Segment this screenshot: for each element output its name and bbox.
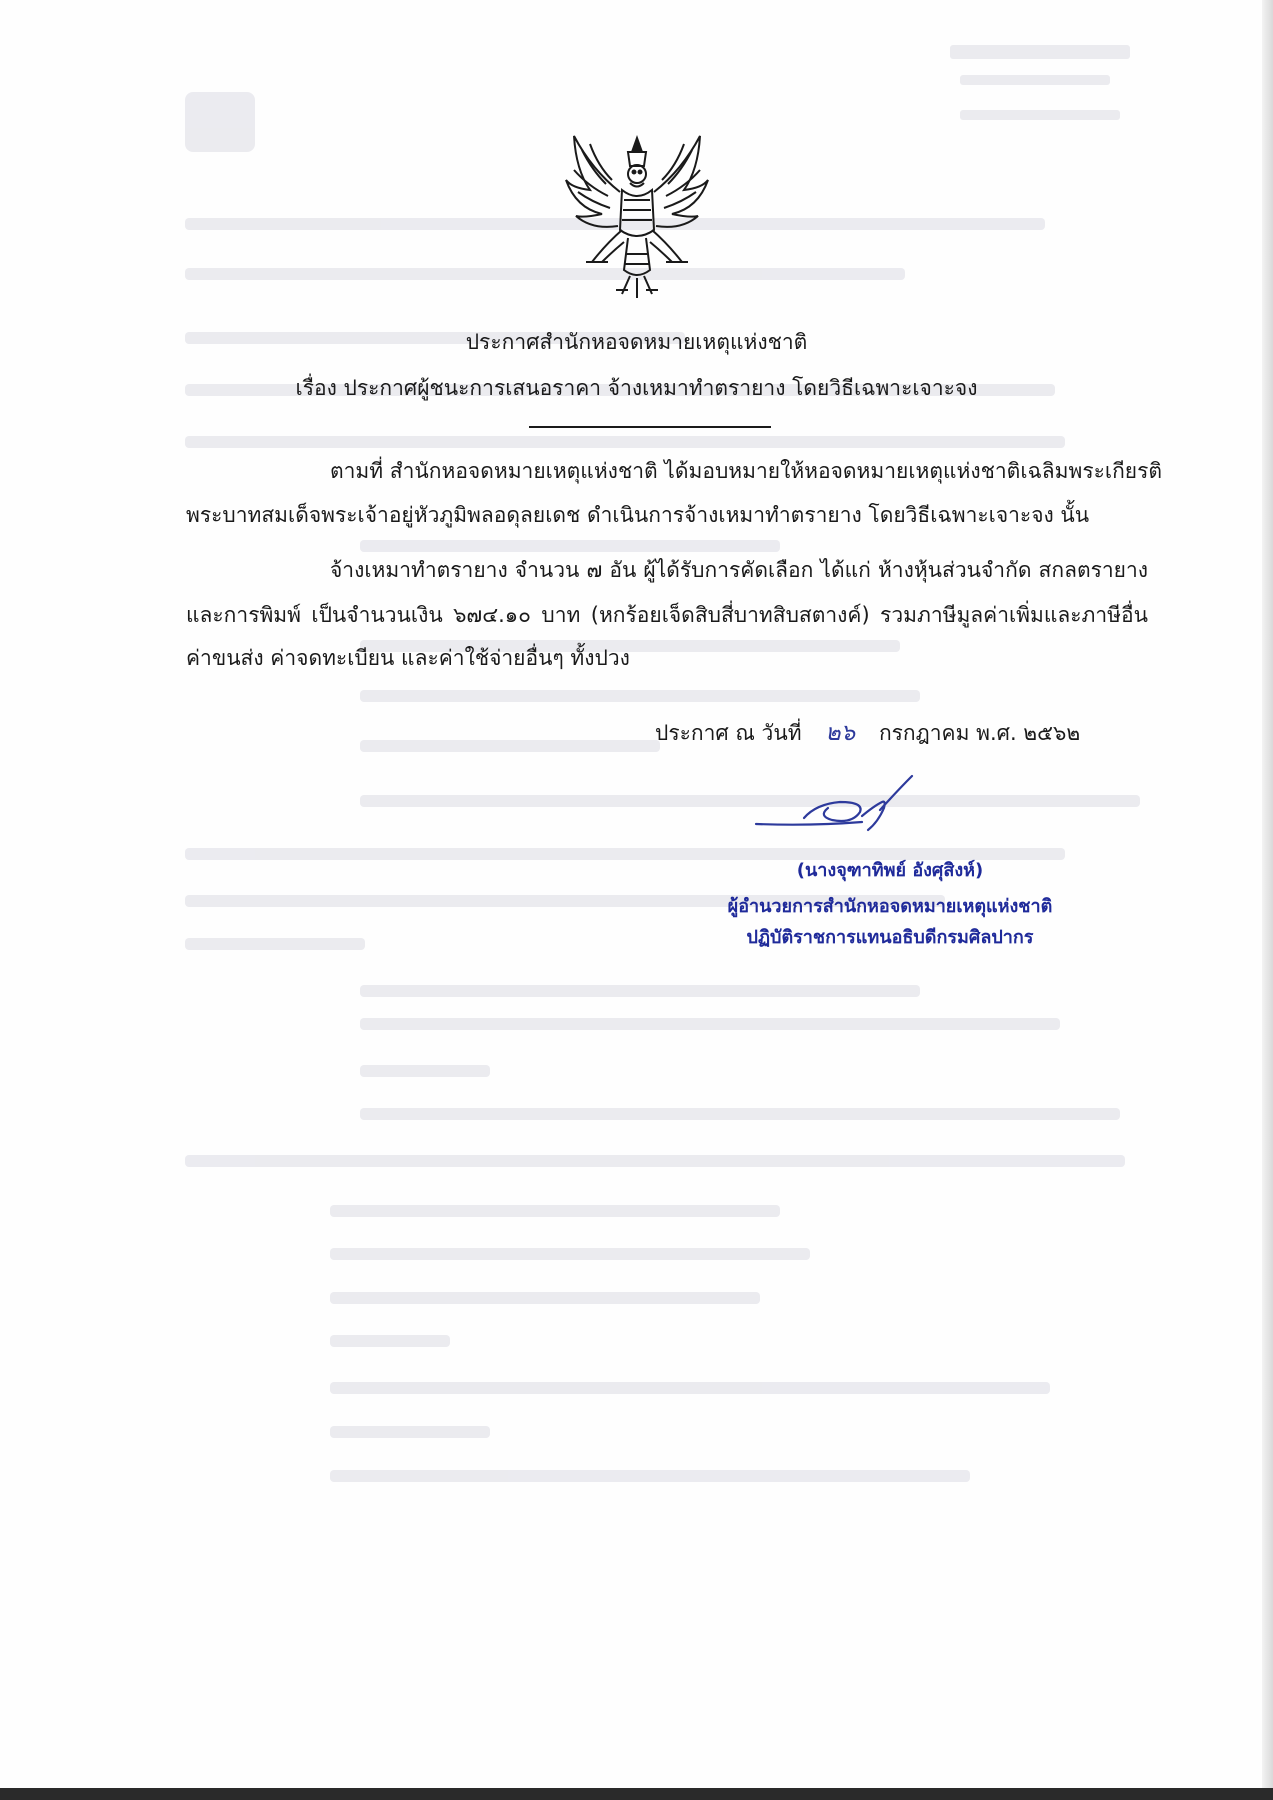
- scan-edge-right: [1262, 0, 1273, 1800]
- garuda-emblem-icon: [562, 130, 712, 302]
- paragraph-1-line-2: พระบาทสมเด็จพระเจ้าอยู่หัวภูมิพลอดุลยเดช ดำเนินการจ้างเหมาทำตรายาง โดยวิธีเฉพาะเจาะจง นั้น: [186, 503, 1090, 527]
- scan-edge-bottom: [0, 1788, 1273, 1800]
- paragraph-1-line-1: ตามที่ สำนักหอจดหมายเหตุแห่งชาติ ได้มอบหมายให้หอจดหมายเหตุแห่งชาติเฉลิมพระเกียรติ: [330, 459, 1163, 483]
- announcement-header: ประกาศสำนักหอจดหมายเหตุแห่งชาติ: [465, 330, 808, 354]
- paragraph-2-line-2: และการพิมพ์ เป็นจำนวนเงิน ๖๗๔.๑๐ บาท (หกร้อยเจ็ดสิบสี่บาทสิบสตางค์) รวมภาษีมูลค่าเพิ่มและภาษีอื่น: [186, 603, 1148, 627]
- announcement-subject: เรื่อง ประกาศผู้ชนะการเสนอราคา จ้างเหมาทำตรายาง โดยวิธีเฉพาะเจาะจง: [295, 376, 978, 400]
- signer-acting-title: ปฏิบัติราชการแทนอธิบดีกรมศิลปากร: [746, 927, 1034, 948]
- signer-name: (นางจุฑาทิพย์ อังศุสิงห์): [796, 860, 984, 881]
- date-month-year: กรกฎาคม พ.ศ. ๒๕๖๒: [878, 721, 1081, 745]
- paragraph-2-line-3: ค่าขนส่ง ค่าจดทะเบียน และค่าใช้จ่ายอื่นๆ ทั้งปวง: [186, 646, 630, 670]
- announcement-date: [655, 718, 1080, 748]
- handwritten-signature: [752, 768, 972, 848]
- paragraph-2-line-1: จ้างเหมาทำตรายาง จำนวน ๗ อัน ผู้ได้รับการคัดเลือก ได้แก่ ห้างหุ้นส่วนจำกัด สกลตรายาง: [330, 558, 1148, 582]
- signer-title: ผู้อำนวยการสำนักหอจดหมายเหตุแห่งชาติ: [727, 896, 1053, 917]
- date-prefix: ประกาศ ณ วันที่: [655, 721, 802, 745]
- date-day-handwritten: ๒๖: [825, 720, 856, 746]
- header-divider: [529, 426, 771, 428]
